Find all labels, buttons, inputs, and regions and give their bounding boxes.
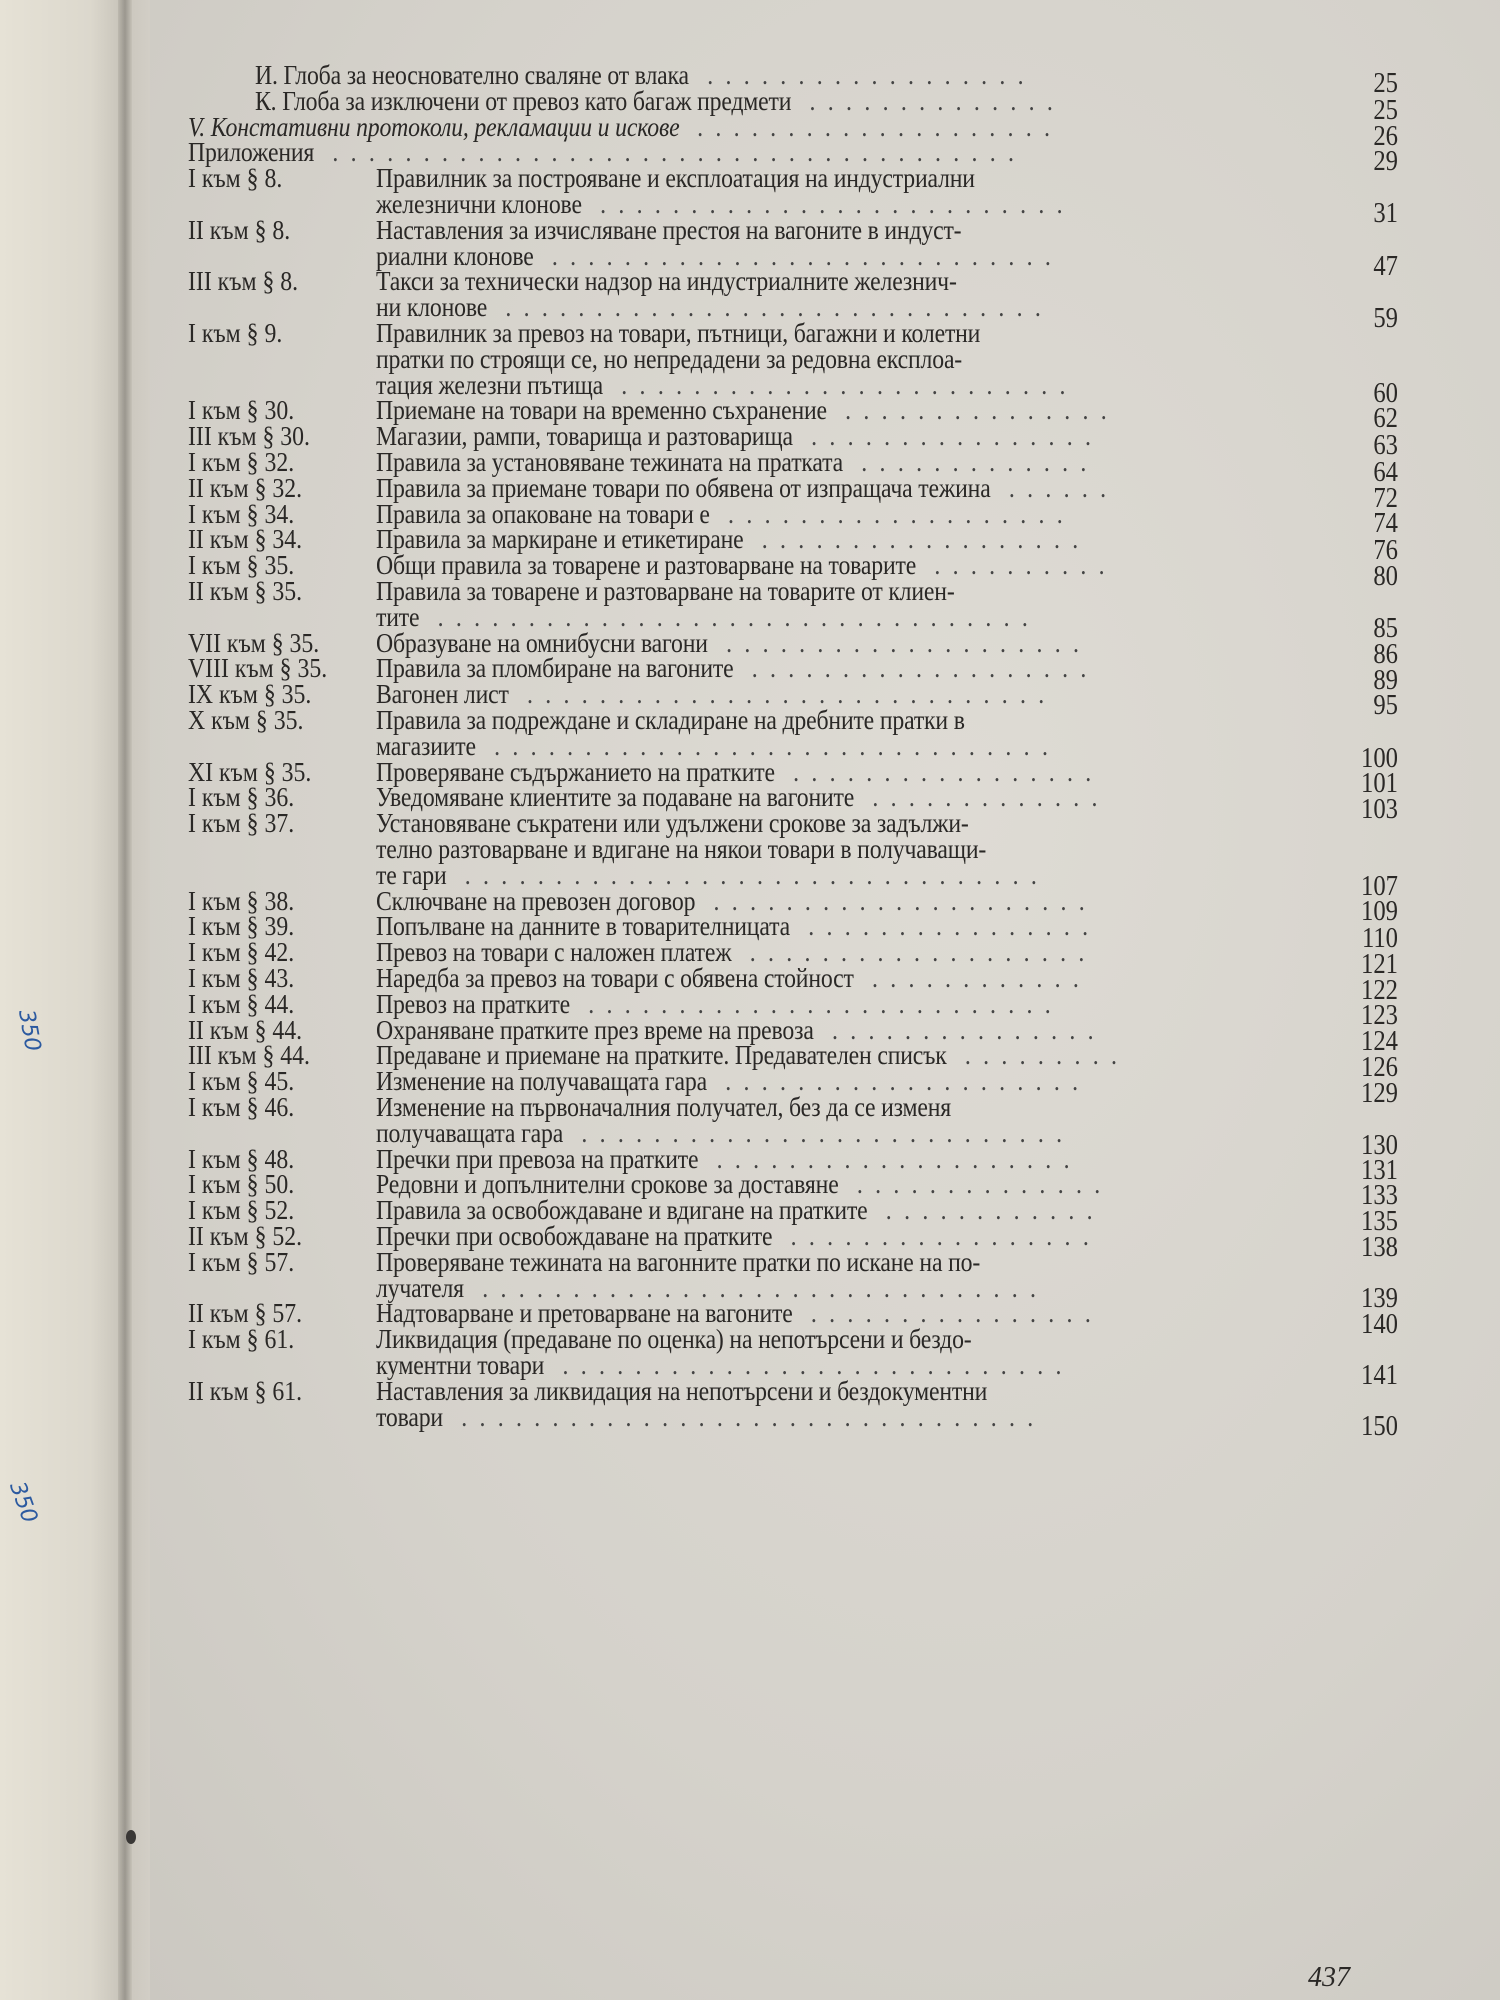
leader-dots: ..........................: [569, 988, 1064, 1019]
toc-entry-prefix: I към § 43.: [188, 963, 295, 993]
toc-page-number: 85: [1373, 613, 1398, 644]
toc-entry-title[interactable]: Общи правила за товарене и разтоварване на товарите ..........: [376, 550, 1117, 581]
toc-entry-title[interactable]: Наставления за ликвидация на непотърсени и бездокументни: [376, 1375, 988, 1406]
toc-entry-title[interactable]: V. Констативни протоколи, рекламации и искове ....................: [188, 111, 1063, 142]
toc-entry-continuation[interactable]: телно разтоварване и вдигане на някои товари в получаващи-: [376, 834, 987, 864]
toc-page-number: 139: [1361, 1283, 1398, 1314]
toc-entry-prefix: II към § 35.: [188, 576, 303, 606]
book-gutter: [118, 0, 132, 2000]
toc-entry-title[interactable]: Пречки при освобождаване на пратките .................: [376, 1221, 1102, 1251]
toc-page-number: 60: [1373, 378, 1398, 409]
toc-entry-title[interactable]: Пречки при превоза на пратките ....................: [376, 1143, 1082, 1174]
toc-page-number: 25: [1373, 95, 1398, 126]
handwritten-note: 350: [4, 1478, 42, 1527]
toc-entry-title[interactable]: Ликвидация (предаване по оценка) на непотърсени и бездо-: [376, 1324, 972, 1355]
toc-page-number: 138: [1361, 1232, 1398, 1263]
toc-entry-prefix: I към § 50.: [188, 1169, 295, 1200]
leader-dots: ...................: [731, 937, 1097, 968]
toc-entry-title[interactable]: Надтоварване и претоварване на вагоните ................: [376, 1298, 1104, 1329]
toc-entry-title[interactable]: Наредба за превоз на товари с обявена стойност ............: [376, 963, 1092, 993]
leader-dots: ..................: [688, 60, 1036, 90]
toc-entry-prefix: II към § 44.: [188, 1014, 303, 1045]
toc-entry-prefix: II към § 61.: [188, 1375, 303, 1406]
toc-page-number: 89: [1373, 665, 1398, 696]
toc-entry-prefix: I към § 34.: [188, 498, 295, 529]
leader-dots: ......: [990, 472, 1119, 503]
toc-entry-prefix: III към § 44.: [188, 1040, 311, 1071]
toc-entry-prefix: I към § 52.: [188, 1195, 295, 1226]
toc-page-number: 25: [1373, 68, 1398, 99]
leader-dots: ...............: [813, 1014, 1106, 1045]
toc-entry-title[interactable]: Правилник за превоз на товари, пътници, багажни и колетни: [376, 318, 981, 348]
toc-entry-prefix: II към § 52.: [188, 1221, 303, 1251]
toc-entry-title[interactable]: Правила за подреждане и складиране на дребните пратки в: [376, 705, 965, 735]
leader-dots: .............................: [508, 679, 1057, 710]
leader-dots: ............: [853, 963, 1092, 993]
toc-entry-title[interactable]: Правила за товарене и разтоварване на товарите от клиен-: [376, 576, 955, 606]
toc-entry-title[interactable]: И. Глоба за неоснователно сваляне от влака ..................: [255, 60, 1036, 90]
toc-entry-continuation[interactable]: железнични клонове ..........................: [376, 189, 1075, 219]
toc-entry-title[interactable]: Магазии, рампи, товарища и разтоварища ................: [376, 421, 1104, 452]
leader-dots: ..........: [916, 550, 1117, 581]
toc-page-number: 131: [1361, 1155, 1398, 1186]
toc-page-number: 101: [1361, 768, 1398, 799]
toc-entry-continuation[interactable]: пратки по строящи се, но непредадени за редовна експлоа-: [376, 343, 963, 374]
toc-entry-continuation[interactable]: ни клонове ..............................: [376, 292, 1054, 323]
toc-entry-title[interactable]: Предаване и приемане на пратките. Предавателен списък .........: [376, 1040, 1130, 1071]
toc-page-number: 47: [1373, 251, 1398, 282]
leader-dots: ....................: [698, 1143, 1082, 1174]
toc-entry-prefix: I към § 38.: [188, 885, 295, 916]
toc-entry-prefix: I към § 32.: [188, 447, 295, 477]
leader-dots: ......................................: [314, 137, 1027, 168]
toc-page-number: 103: [1361, 794, 1398, 825]
toc-entry-title[interactable]: Образуване на омнибусни вагони ....................: [376, 627, 1092, 658]
toc-page-number: 62: [1373, 403, 1398, 434]
toc-page-number: 122: [1361, 975, 1398, 1006]
toc-page-number: 126: [1361, 1052, 1398, 1083]
toc-entry-prefix: II към § 57.: [188, 1298, 303, 1329]
toc-entry-prefix: I към § 39.: [188, 911, 295, 942]
ink-blot: [126, 1830, 136, 1844]
leader-dots: ...............................: [475, 730, 1061, 761]
leader-dots: ................................: [446, 859, 1050, 890]
toc-entry-prefix: I към § 44.: [188, 988, 295, 1019]
leader-dots: ................................: [442, 1401, 1046, 1432]
toc-entry-continuation[interactable]: получаващата гара ...........................: [376, 1117, 1075, 1148]
toc-page-number: 86: [1373, 639, 1398, 670]
toc-entry-continuation[interactable]: лучателя ...............................: [376, 1272, 1049, 1303]
leader-dots: ....................: [679, 111, 1063, 142]
leader-dots: ....................: [706, 1066, 1091, 1097]
toc-entry-prefix: I към § 37.: [188, 808, 295, 839]
toc-page-number: 123: [1361, 1000, 1398, 1031]
toc-entry-title[interactable]: Превоз на пратките ..........................: [376, 988, 1064, 1019]
toc-entry-title[interactable]: Правилник за построяване и експлоатация на индустриални: [376, 163, 975, 194]
toc-page-number: 59: [1373, 303, 1398, 334]
page-number: 437: [1308, 1962, 1350, 1993]
toc-entry-prefix: III към § 30.: [188, 421, 311, 452]
toc-entry-prefix: I към § 42.: [188, 937, 295, 968]
toc-entry-prefix: IX към § 35.: [188, 679, 312, 710]
toc-entry-title[interactable]: Изменение на първоначалния получател, без да се изменя: [376, 1092, 952, 1122]
toc-page-number: 29: [1373, 146, 1398, 177]
handwritten-note: 350: [13, 1007, 45, 1054]
toc-entry-prefix: VIII към § 35.: [188, 653, 328, 684]
toc-entry-title[interactable]: Превоз на товари с наложен платеж ...................: [376, 937, 1097, 968]
leader-dots: ..................: [743, 524, 1091, 555]
toc-entry-prefix: I към § 35.: [188, 550, 295, 581]
toc-page-number: 95: [1373, 690, 1398, 721]
toc-page-number: 141: [1361, 1360, 1398, 1391]
toc-entry-title[interactable]: Такси за технически надзор на индустриалните железнич-: [376, 266, 957, 297]
toc-entry-title[interactable]: Правила за установяване тежината на пратката .............: [376, 447, 1099, 477]
toc-entry-title[interactable]: Правила за опаковане на товари е ...................: [376, 498, 1075, 529]
toc-entry-prefix: I към § 61.: [188, 1324, 295, 1355]
leader-dots: ..............: [838, 1169, 1113, 1200]
toc-entry-title[interactable]: Правила за приемане товари по обявена от изпращача тежина ......: [376, 472, 1119, 503]
leader-dots: ...................: [709, 498, 1075, 529]
toc-page-number: 135: [1361, 1206, 1398, 1237]
leader-dots: ...........................: [563, 1117, 1075, 1148]
toc-entry-continuation[interactable]: те гари ................................: [376, 859, 1050, 890]
toc-entry-title[interactable]: Приемане на товари на временно съхранение ...............: [376, 395, 1120, 426]
toc-page-number: 63: [1373, 430, 1398, 461]
leader-dots: .................: [774, 756, 1104, 787]
toc-page-number: 64: [1373, 457, 1398, 488]
toc-entry-prefix: II към § 34.: [188, 524, 303, 555]
toc-entry-prefix: X към § 35.: [188, 705, 304, 735]
toc-page-number: 80: [1373, 561, 1398, 592]
toc-entry-prefix: I към § 57.: [188, 1246, 295, 1277]
leader-dots: .................: [772, 1221, 1102, 1251]
leader-dots: ............................: [544, 1350, 1074, 1380]
leader-dots: .........: [946, 1040, 1130, 1071]
toc-entry-prefix: I към § 48.: [188, 1143, 295, 1174]
toc-entry-continuation[interactable]: тите .................................: [376, 601, 1041, 632]
toc-entry-continuation[interactable]: кументни товари ............................: [376, 1350, 1074, 1380]
toc-page-number: 31: [1373, 198, 1398, 229]
toc-page-number: 130: [1361, 1130, 1398, 1161]
toc-entry-title[interactable]: Проверяване съдържанието на пратките .................: [376, 756, 1104, 787]
leader-dots: ..........................: [581, 189, 1075, 219]
toc-page-number: 133: [1361, 1180, 1398, 1211]
leader-dots: ....................: [707, 627, 1092, 658]
toc-page-number: 150: [1361, 1411, 1398, 1442]
leader-dots: ................: [789, 911, 1101, 942]
toc-entry-title[interactable]: Приложения ......................................: [188, 137, 1027, 168]
toc-entry-prefix: I към § 45.: [188, 1066, 295, 1097]
leader-dots: ..............: [791, 85, 1066, 116]
toc-page-number: 74: [1373, 508, 1398, 539]
toc-entry-title[interactable]: Правила за освобождаване и вдигане на пратките ............: [376, 1195, 1105, 1226]
leader-dots: ............................: [533, 240, 1064, 271]
toc-entry-prefix: I към § 36.: [188, 782, 295, 813]
toc-entry-continuation[interactable]: товари ................................: [376, 1401, 1046, 1432]
toc-entry-title[interactable]: Правила за пломбиране на вагоните ...................: [376, 653, 1099, 684]
toc-entry-prefix: II към § 8.: [188, 214, 291, 245]
toc-entry-title[interactable]: Попълване на данните в товарителницата ................: [376, 911, 1101, 942]
leader-dots: .........................: [603, 369, 1078, 400]
toc-page-number: 109: [1361, 896, 1398, 927]
toc-page-number: 72: [1373, 483, 1398, 514]
toc-page-number: 140: [1361, 1309, 1398, 1340]
toc-entry-title[interactable]: Установяване съкратени или удължени срокове за задължи-: [376, 808, 969, 839]
toc-entry-title[interactable]: Проверяване тежината на вагонните пратки по искане на по-: [376, 1246, 981, 1277]
toc-entry-title[interactable]: Уведомяване клиентите за подаване на вагоните .............: [376, 782, 1110, 813]
toc-entry-prefix: I към § 46.: [188, 1092, 295, 1122]
toc-entry-continuation[interactable]: тация железни пътища .........................: [376, 369, 1078, 400]
toc-entry-continuation[interactable]: магазиите ...............................: [376, 730, 1061, 761]
toc-entry-prefix: I към § 8.: [188, 163, 283, 194]
toc-entry-title[interactable]: К. Глоба за изключени от превоз като багаж предмети ..............: [255, 85, 1066, 116]
toc-entry-title[interactable]: Редовни и допълнителни срокове за доставяне ..............: [376, 1169, 1113, 1200]
toc-page-number: 107: [1361, 871, 1398, 902]
leader-dots: ..............................: [487, 292, 1054, 323]
leader-dots: .....................: [695, 885, 1098, 916]
toc-entry-prefix: VII към § 35.: [188, 627, 320, 658]
leader-dots: ...............................: [463, 1272, 1049, 1303]
leader-dots: .............: [843, 447, 1099, 477]
toc-page-number: 26: [1373, 121, 1398, 152]
toc-page-number: 124: [1361, 1026, 1398, 1057]
leader-dots: .............: [854, 782, 1110, 813]
toc-entry-title[interactable]: Наставления за изчисляване престоя на вагоните в индуст-: [376, 214, 962, 245]
toc-entry-continuation[interactable]: риални клонове ............................: [376, 240, 1064, 271]
leader-dots: ................: [792, 1298, 1104, 1329]
toc-entry-title[interactable]: Вагонен лист .............................: [376, 679, 1057, 710]
leader-dots: ...................: [733, 653, 1099, 684]
toc-entry-title[interactable]: Изменение на получаващата гара ....................: [376, 1066, 1091, 1097]
leader-dots: ............: [867, 1195, 1105, 1226]
toc-entry-title[interactable]: Правила за маркиране и етикетиране ..................: [376, 524, 1091, 555]
leader-dots: .................................: [419, 601, 1041, 632]
toc-entry-prefix: I към § 9.: [188, 318, 283, 348]
leader-dots: ................: [792, 421, 1104, 452]
toc-page-number: 110: [1361, 923, 1398, 954]
toc-page-number: 121: [1361, 949, 1398, 980]
toc-entry-title[interactable]: Охраняване пратките през време на превоза ...............: [376, 1014, 1106, 1045]
leader-dots: ...............: [826, 395, 1120, 426]
toc-page-number: 129: [1361, 1078, 1398, 1109]
toc-entry-prefix: III към § 8.: [188, 266, 299, 297]
toc-entry-prefix: I към § 30.: [188, 395, 295, 426]
toc-entry-prefix: II към § 32.: [188, 472, 303, 503]
toc-entry-title[interactable]: Сключване на превозен договор .....................: [376, 885, 1098, 916]
toc-page-number: 100: [1361, 743, 1398, 774]
toc-page-number: 76: [1373, 535, 1398, 566]
toc-entry-prefix: XI към § 35.: [188, 756, 312, 787]
